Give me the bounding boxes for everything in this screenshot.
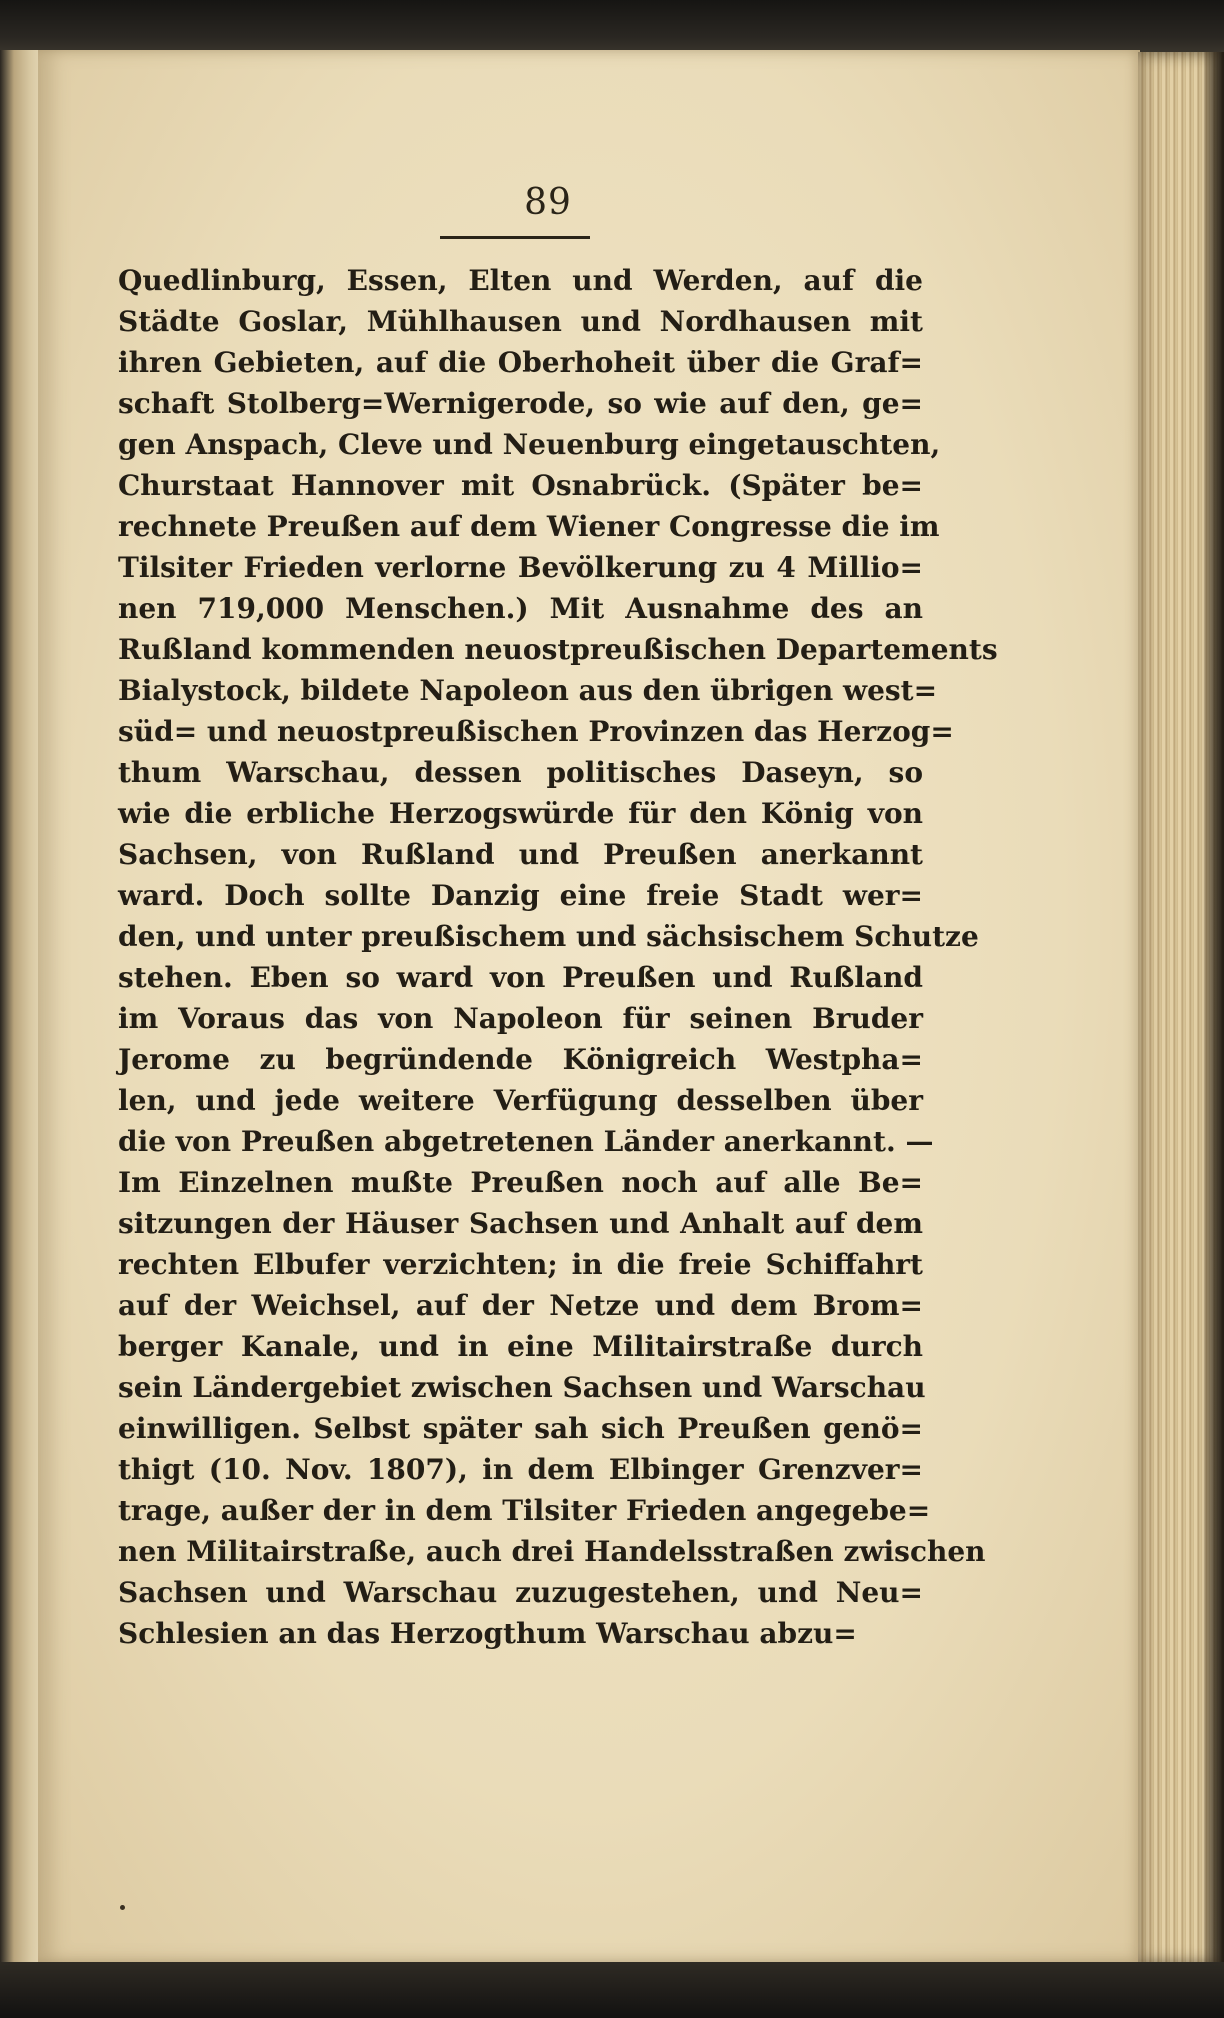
ink-spot xyxy=(120,1905,125,1910)
book-cover-top xyxy=(0,0,1224,54)
text-line: trage, außer der in dem Tilsiter Frieden angegebe= xyxy=(118,1494,931,1527)
text-line: thum Warschau, dessen politisches Daseyn, so xyxy=(118,756,923,789)
text-line: einwilligen. Selbst später sah sich Preußen genö= xyxy=(118,1412,923,1445)
text-line: ward. Doch sollte Danzig eine freie Stadt wer= xyxy=(118,879,923,912)
text-line: Churstaat Hannover mit Osnabrück. (Später be= xyxy=(118,469,923,502)
text-line: Schlesien an das Herzogthum Warschau abzu= xyxy=(118,1617,857,1650)
text-line: Bialystock, bildete Napoleon aus den übrigen west= xyxy=(118,674,938,707)
text-line: stehen. Eben so ward von Preußen und Rußland xyxy=(118,961,923,994)
book-cover-bottom xyxy=(0,1962,1224,2018)
text-line: nen 719,000 Menschen.) Mit Ausnahme des an xyxy=(118,592,923,625)
text-line: len, und jede weitere Verfügung desselben über xyxy=(118,1084,923,1117)
page-stack-edges xyxy=(1138,52,1224,1964)
text-line: Sachsen, von Rußland und Preußen anerkannt xyxy=(118,838,923,871)
text-line: wie die erbliche Herzogswürde für den König von xyxy=(118,797,923,830)
text-line: Jerome zu begründende Königreich Westpha= xyxy=(118,1043,923,1076)
header-rule xyxy=(440,236,590,239)
text-line: süd= und neuostpreußischen Provinzen das Herzog= xyxy=(118,715,954,748)
page-number: 89 xyxy=(524,182,572,223)
text-line: rechnete Preußen auf dem Wiener Congresse die im xyxy=(118,510,940,543)
text-line: Im Einzelnen mußte Preußen noch auf alle Be= xyxy=(118,1166,923,1199)
text-line: rechten Elbufer verzichten; in die freie Schiffahrt xyxy=(118,1248,923,1281)
text-line: berger Kanale, und in eine Militairstraße durch xyxy=(118,1330,923,1363)
text-line: auf der Weichsel, auf der Netze und dem Brom= xyxy=(118,1289,923,1322)
text-line: Tilsiter Frieden verlorne Bevölkerung zu 4 Millio= xyxy=(118,551,923,584)
left-page-edge xyxy=(0,50,40,1970)
text-line: nen Militairstraße, auch drei Handelsstraßen zwischen xyxy=(118,1535,986,1568)
text-line: thigt (10. Nov. 1807), in dem Elbinger Grenzver= xyxy=(118,1453,923,1486)
text-line: sitzungen der Häuser Sachsen und Anhalt auf dem xyxy=(118,1207,923,1240)
text-line: im Voraus das von Napoleon für seinen Bruder xyxy=(118,1002,923,1035)
text-line: den, und unter preußischem und sächsischem Schutze xyxy=(118,920,979,953)
book-page xyxy=(38,50,1140,1962)
text-line: ihren Gebieten, auf die Oberhoheit über die Graf= xyxy=(118,346,923,379)
body-text xyxy=(118,260,998,1654)
text-line: sein Ländergebiet zwischen Sachsen und Warschau xyxy=(118,1371,926,1404)
text-line: die von Preußen abgetretenen Länder anerkannt. — xyxy=(118,1125,934,1158)
text-line: Sachsen und Warschau zuzugestehen, und Neu= xyxy=(118,1576,923,1609)
text-line: Städte Goslar, Mühlhausen und Nordhausen mit xyxy=(118,305,923,338)
text-line: Quedlinburg, Essen, Elten und Werden, auf die xyxy=(118,264,923,297)
text-line: Rußland kommenden neuostpreußischen Departements xyxy=(118,633,998,666)
text-line: schaft Stolberg=Wernigerode, so wie auf den, ge= xyxy=(118,387,923,420)
text-line: gen Anspach, Cleve und Neuenburg eingetauschten, xyxy=(118,428,941,461)
